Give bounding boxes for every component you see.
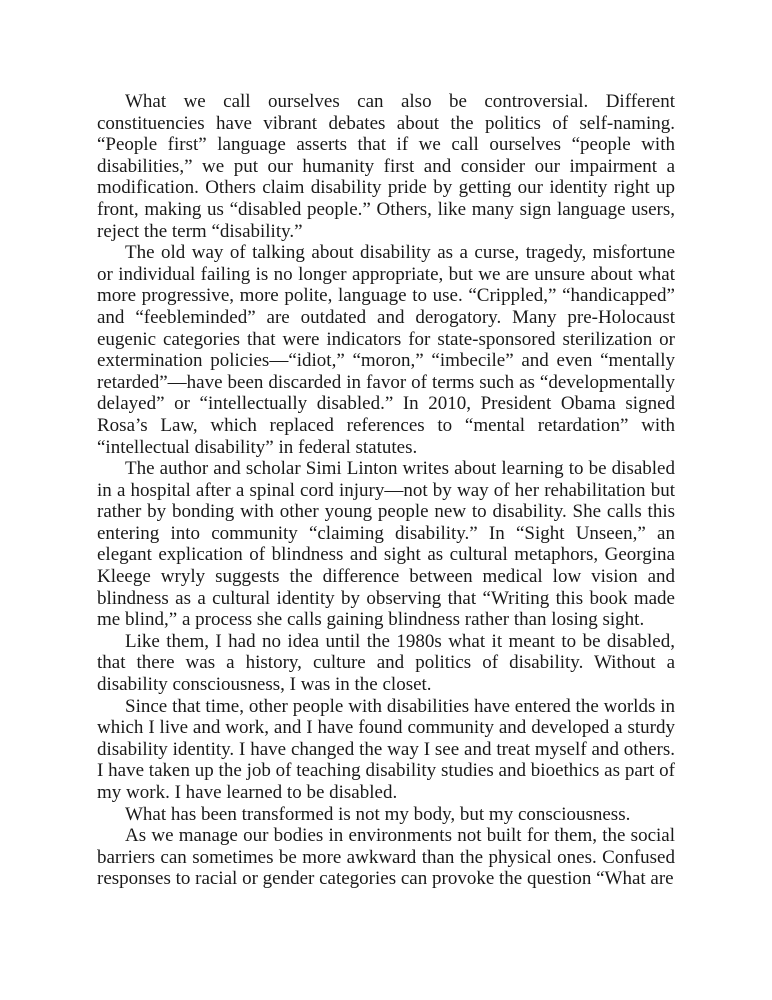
paragraph-simi-linton: The author and scholar Simi Linton writes about learning to be disabled in a hospital after a spinal cord injury—not by way of her rehabilitation but rather by bonding with other young people new to disability. She calls this entering into community “claiming disability.” In “Sight Unseen,” an elegant explication of blindness and sight as cultural metaphors, Georgina Kleege wryly suggests the difference between medical low vision and blindness as a cultural identity by observing that “Writing this book made me blind,” a process she calls gaining blindness rather than losing sight. xyxy=(97,458,675,631)
paragraph-social-barriers: As we manage our bodies in environments not built for them, the social barriers can sometimes be more awkward than the physical ones. Confused responses to racial or gender categories can provoke the question “What are xyxy=(97,825,675,890)
paragraph-since-that-time: Since that time, other people with disabilities have entered the worlds in which I live and work, and I have found community and developed a sturdy disability identity. I have changed the way I see and treat myself and others. I have taken up the job of teaching disability studies and bioethics as part of my work. I have learned to be disabled. xyxy=(97,695,675,803)
paragraph-1980s: Like them, I had no idea until the 1980s what it meant to be disabled, that there was a history, culture and politics of disability. Without a disability consciousness, I was in the closet. xyxy=(97,630,675,696)
document-body xyxy=(97,91,675,890)
paragraph-self-naming: What we call ourselves can also be controversial. Different constituencies have vibrant debates about the politics of self-naming. “People first” language asserts that if we call ourselves “people with disabilities,” we put our humanity first and consider our impairment a modification. Others claim disability pride by getting our identity right up front, making us “disabled people.” Others, like many sign language users, reject the term “disability.” xyxy=(97,91,675,242)
paragraph-old-language: The old way of talking about disability as a curse, tragedy, misfortune or individual failing is no longer appropriate, but we are unsure about what more progressive, more polite, language to use. “Crippled,” “handicapped” and “feebleminded” are outdated and derogatory. Many pre-Holocaust eugenic categories that were indicators for state-sponsored sterilization or extermination policies—“idiot,” “moron,” “imbecile” and even “mentally retarded”—have been discarded in favor of terms such as “developmentally delayed” or “intellectually disabled.” In 2010, President Obama signed Rosa’s Law, which replaced references to “mental retardation” with “intellectual disability” in federal statutes. xyxy=(97,242,675,458)
paragraph-transformed: What has been transformed is not my body, but my consciousness. xyxy=(125,803,631,825)
